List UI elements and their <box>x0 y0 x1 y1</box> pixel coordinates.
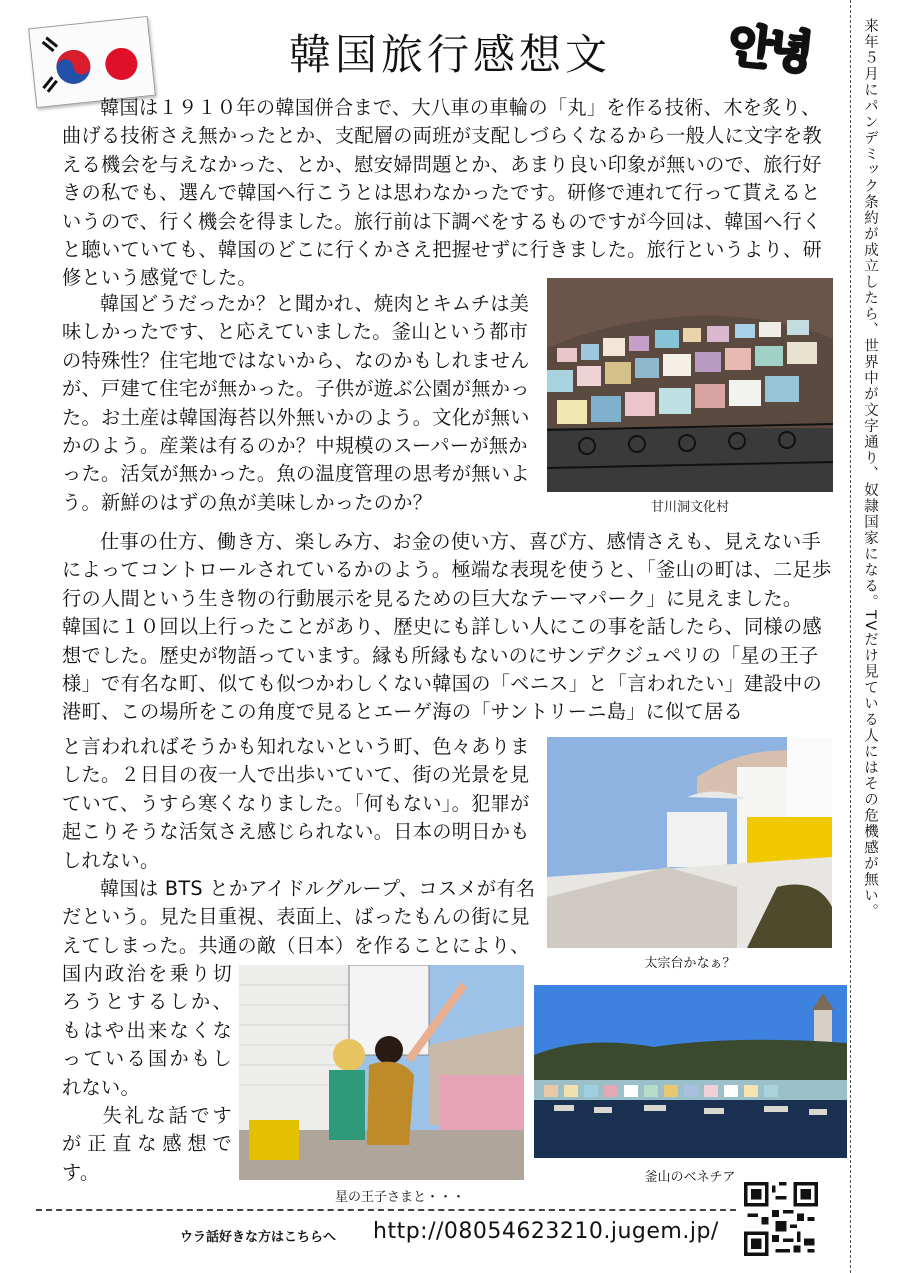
paragraph-1-text: 韓国は１９１０年の韓国併合まで、大八車の車輪の「丸」を作る技術、木を炙り、曲げる技術さえ無かったとか、支配層の両班が支配しづらくなるから一般人に文字を教える機会を与えなかった、とか、慰安婦問題とか、あまり良い印象が無いので、旅行好きの私でも、選んで韓国へ行こうとは思わなかったです。研修で連れて行って貰えるというので、行く機会を得ました。旅行前は下調べをするものですが今回は、韓国へ行くと聴いていても、韓国のどこに行くかさえ把握せずに行きました。旅行というより、研修という感覚でした。 <box>62 96 823 290</box>
gamcheon-caption: 甘川洞文化村 <box>650 500 729 515</box>
footer-note: ウラ話好きな方はこちらへ <box>180 1230 337 1245</box>
paragraph-5 <box>62 960 232 1187</box>
gamcheon-village-photo <box>547 278 833 492</box>
taejongdae-caption: 太宗台かなぁ？ <box>644 956 736 971</box>
paragraph-4 <box>62 733 542 960</box>
paragraph-5-text-a: 国内政治を乗り切ろうとするしか、もはや出来なくなっている国かもしれない。 <box>62 962 232 1099</box>
qr-code[interactable] <box>744 1182 818 1256</box>
hangul-greeting-logo: 안녕 <box>725 17 812 80</box>
busan-venice-caption: 釜山のベネチア <box>644 1170 736 1185</box>
paragraph-4-text-a: と言われればそうかも知れないという町、色々ありました。２日目の夜一人で出歩いていて、街の光景を見ていて、うすら寒くなりました。「何もない」。犯罪が起こりそうな活気さえ感じられない。日本の明日かもしれない。 <box>62 735 530 872</box>
little-prince-photo <box>239 965 524 1180</box>
footer-divider <box>36 1209 736 1211</box>
vertical-divider <box>850 0 851 1273</box>
paragraph-3-text-b: 韓国に１０回以上行ったことがあり、歴史にも詳しい人にこの事を話したら、同様の感想でした。歴史が物語っています。縁も所縁もないのにサンデクジュペリの「星の王子様」で有名な町、似ても似つかわしくない韓国の「ベニス」と「言われたい」建設中の港町、この場所をこの角度で見るとエーゲ海の「サントリーニ島」に似て居る <box>62 615 823 724</box>
taejongdae-photo <box>547 737 832 948</box>
vertical-side-note: 来年５月にパンデミック条約が成立したら、世界中が文字通り、奴隷国家になる。TVだけ見ている人にはその危機感が無い。 <box>862 18 878 920</box>
paragraph-3-text-a: 仕事の仕方、働き方、楽しみ方、お金の使い方、喜び方、感情さえも、見えない手によってコントロールされているかのよう。極端な表現を使うと、「釜山の町は、二足歩行の人間という生き物の行動展示を見るための巨大なテーマパーク」に見えました。 <box>62 530 832 610</box>
paragraph-1 <box>62 94 832 293</box>
blog-url-link[interactable]: http://08054623210.jugem.jp/ <box>373 1219 719 1244</box>
paragraph-2-text: 韓国どうだったか？と聞かれ、焼肉とキムチは美味しかったです、と応えていました。釜山という都市の特殊性？住宅地ではないから、なのかもしれませんが、戸建て住宅が無かった。子供が遊ぶ公園が無かった。お土産は韓国海苔以外無いかのよう。文化が無いかのよう。産業は有るのか？中規模のスーパーが無かった。活気が無かった。魚の温度管理の思考が無いよう。新鮮のはずの魚が美味しかったのか？ <box>62 292 530 514</box>
paragraph-3 <box>62 528 832 727</box>
paragraph-2 <box>62 290 542 517</box>
page-title: 韓国旅行感想文 <box>288 30 611 79</box>
paragraph-4-text-b: 韓国は BTS とかアイドルグループ、コスメが有名だという。見た目重視、表面上、ばったもんの街に見えてしまった。共通の敵（日本）を作ることにより、 <box>62 877 536 957</box>
little-prince-caption: 星の王子さまと・・・ <box>334 1190 465 1205</box>
paragraph-5-text-b: 失礼な話ですが正直な感想です。 <box>62 1104 232 1184</box>
busan-venice-photo <box>534 985 847 1158</box>
